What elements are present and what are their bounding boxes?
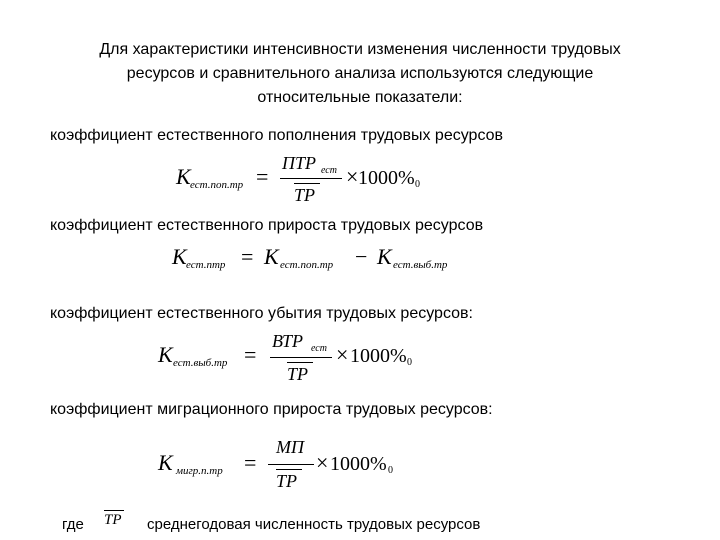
times-sign: ×: [336, 342, 349, 367]
formula-natural-replenishment: [0, 150, 720, 210]
numerator: ВТР: [272, 331, 303, 351]
average-bar: [294, 183, 320, 184]
percent-sign: %: [390, 345, 407, 367]
coef-subscript: ест.поп.тр: [190, 179, 244, 191]
equals-sign: =: [244, 342, 257, 367]
coef-symbol: K: [172, 244, 187, 269]
term2-subscript: ест.выб.тр: [393, 259, 448, 271]
intro-line-1: Для характеристики интенсивности изменения численности трудовых: [99, 41, 621, 58]
minus-sign: −: [355, 244, 368, 269]
numerator: МП: [276, 437, 304, 457]
label-natural-increase: коэффициент естественного прироста трудовых ресурсов: [50, 217, 484, 234]
permille-suffix: 0: [407, 357, 412, 368]
formula-natural-increase: [0, 240, 720, 280]
permille-suffix: 0: [388, 465, 393, 476]
constant: 1000: [358, 167, 398, 189]
label-migration-increase: коэффициент миграционного прироста трудовых ресурсов:: [50, 401, 493, 418]
permille-suffix: 0: [415, 179, 420, 190]
numerator: ПТР: [282, 153, 317, 173]
numerator-subscript: ест: [321, 165, 337, 176]
tr-symbol: ТР: [104, 512, 122, 528]
percent-sign: %: [370, 453, 387, 475]
label-natural-decrease: коэффициент естественного убытия трудовых ресурсов:: [50, 305, 473, 322]
percent-sign: %: [398, 167, 415, 189]
formula-natural-decrease: [0, 328, 720, 388]
equals-sign: =: [256, 164, 269, 189]
label-natural-replenishment: коэффициент естественного пополнения трудовых ресурсов: [50, 127, 504, 144]
constant: 1000: [330, 453, 370, 475]
coef-symbol: K: [158, 342, 173, 367]
times-sign: ×: [316, 450, 329, 475]
average-bar: [276, 469, 302, 470]
intro-line-3: относительные показатели:: [257, 89, 463, 106]
denominator: ТР: [287, 364, 309, 384]
denominator: ТР: [276, 471, 298, 491]
constant: 1000: [350, 345, 390, 367]
denominator: ТР: [294, 185, 316, 205]
fraction-line: [270, 357, 332, 358]
definition-footer: [0, 512, 720, 536]
coef-subscript: мигр.п.тр: [176, 465, 223, 477]
coef-subscript: ест.птр: [186, 259, 226, 271]
term2-symbol: K: [377, 244, 392, 269]
intro-heading: [40, 38, 680, 110]
fraction-line: [280, 178, 342, 179]
numerator-subscript: ест: [311, 343, 327, 354]
intro-line-2: ресурсов и сравнительного анализа используются следующие: [126, 65, 594, 82]
equals-sign: =: [244, 450, 257, 475]
average-bar: [104, 510, 124, 511]
coef-subscript: ест.выб.тр: [173, 357, 228, 369]
times-sign: ×: [346, 164, 359, 189]
tr-definition: среднегодовая численность трудовых ресурсов: [147, 516, 481, 533]
average-bar: [287, 362, 313, 363]
term1-symbol: K: [264, 244, 279, 269]
coef-symbol: K: [176, 164, 191, 189]
formula-migration-increase: [0, 432, 720, 496]
coef-symbol: K: [158, 450, 173, 475]
term1-subscript: ест.поп.тр: [280, 259, 334, 271]
fraction-line: [268, 464, 314, 465]
where-word: где: [62, 516, 84, 533]
equals-sign: =: [241, 244, 254, 269]
